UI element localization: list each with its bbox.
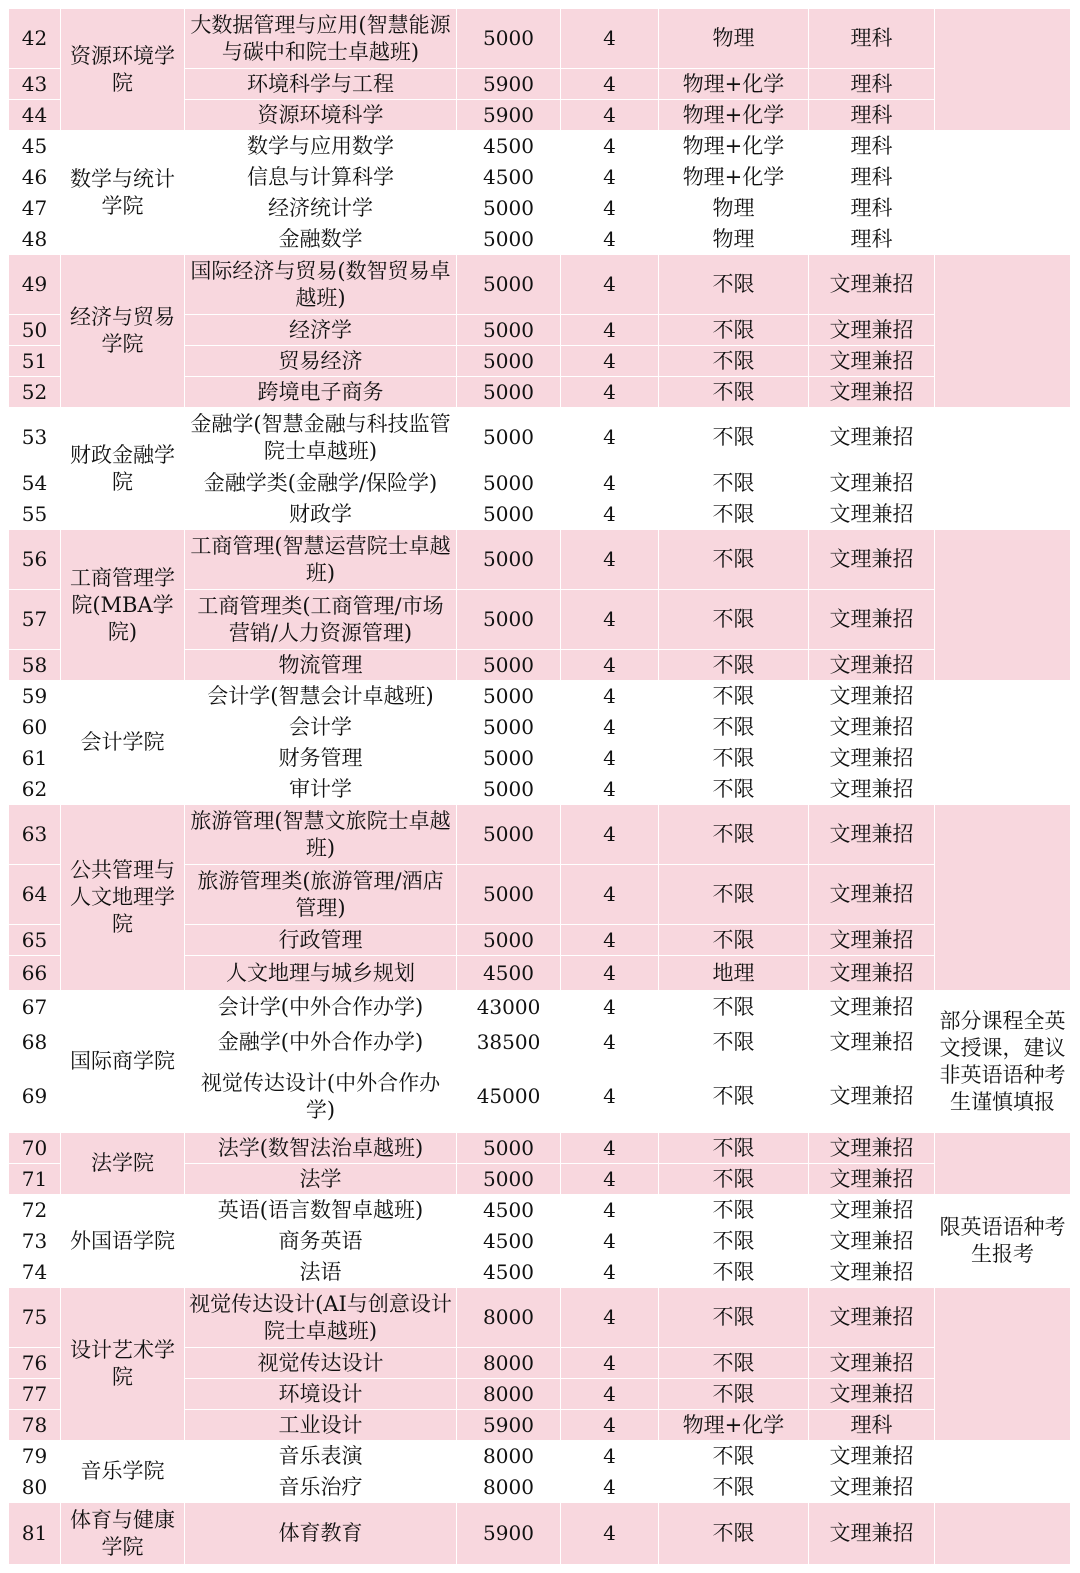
admission-category: 文理兼招 — [809, 805, 935, 865]
tuition-fee: 5900 — [457, 1410, 561, 1441]
row-number: 55 — [9, 499, 61, 530]
study-years: 4 — [561, 712, 659, 743]
major-name: 金融学(中外合作办学) — [185, 1024, 457, 1061]
remark — [935, 1288, 1071, 1441]
tuition-fee: 5000 — [457, 9, 561, 69]
admission-category: 文理兼招 — [809, 530, 935, 590]
college-name: 法学院 — [61, 1133, 185, 1195]
tuition-fee: 5000 — [457, 499, 561, 530]
row-number: 43 — [9, 69, 61, 100]
row-number: 75 — [9, 1288, 61, 1348]
row-number: 44 — [9, 100, 61, 131]
study-years: 4 — [561, 499, 659, 530]
study-years: 4 — [561, 377, 659, 408]
subject-requirement: 不限 — [659, 377, 809, 408]
subject-requirement: 不限 — [659, 408, 809, 468]
tuition-fee: 38500 — [457, 1024, 561, 1061]
subject-requirement: 不限 — [659, 1257, 809, 1288]
remark: 限英语语种考生报考 — [935, 1195, 1071, 1288]
subject-requirement: 不限 — [659, 468, 809, 499]
study-years: 4 — [561, 9, 659, 69]
study-years: 4 — [561, 255, 659, 315]
major-name: 法学(数智法治卓越班) — [185, 1133, 457, 1164]
row-number: 79 — [9, 1441, 61, 1472]
study-years: 4 — [561, 1379, 659, 1410]
admission-category: 文理兼招 — [809, 590, 935, 650]
row-number: 77 — [9, 1379, 61, 1410]
tuition-fee: 5000 — [457, 712, 561, 743]
study-years: 4 — [561, 1503, 659, 1565]
study-years: 4 — [561, 1472, 659, 1503]
study-years: 4 — [561, 1061, 659, 1133]
subject-requirement: 物理+化学 — [659, 131, 809, 162]
subject-requirement: 不限 — [659, 681, 809, 712]
major-name: 旅游管理类(旅游管理/酒店管理) — [185, 865, 457, 925]
subject-requirement: 不限 — [659, 1288, 809, 1348]
admission-category: 理科 — [809, 9, 935, 69]
admission-category: 文理兼招 — [809, 1164, 935, 1195]
study-years: 4 — [561, 224, 659, 255]
row-number: 74 — [9, 1257, 61, 1288]
admission-category: 文理兼招 — [809, 865, 935, 925]
study-years: 4 — [561, 131, 659, 162]
admission-category: 文理兼招 — [809, 712, 935, 743]
major-name: 体育教育 — [185, 1503, 457, 1565]
admission-category: 理科 — [809, 131, 935, 162]
tuition-fee: 4500 — [457, 956, 561, 991]
row-number: 56 — [9, 530, 61, 590]
table-row — [9, 408, 1071, 468]
tuition-fee: 5000 — [457, 1164, 561, 1195]
admission-category: 文理兼招 — [809, 1195, 935, 1226]
subject-requirement: 物理+化学 — [659, 100, 809, 131]
row-number: 61 — [9, 743, 61, 774]
college-name: 国际商学院 — [61, 991, 185, 1133]
remark: 部分课程全英文授课，建议非英语语种考生谨慎填报 — [935, 991, 1071, 1133]
major-name: 英语(语言数智卓越班) — [185, 1195, 457, 1226]
subject-requirement: 不限 — [659, 1348, 809, 1379]
major-name: 大数据管理与应用(智慧能源与碳中和院士卓越班) — [185, 9, 457, 69]
tuition-fee: 8000 — [457, 1441, 561, 1472]
table-row — [9, 530, 1071, 590]
study-years: 4 — [561, 650, 659, 681]
row-number: 52 — [9, 377, 61, 408]
major-name: 环境设计 — [185, 1379, 457, 1410]
table-row — [9, 1288, 1071, 1348]
row-number: 50 — [9, 315, 61, 346]
study-years: 4 — [561, 162, 659, 193]
tuition-fee: 4500 — [457, 1195, 561, 1226]
admission-category: 理科 — [809, 69, 935, 100]
row-number: 67 — [9, 991, 61, 1024]
admission-category: 理科 — [809, 162, 935, 193]
remark — [935, 681, 1071, 805]
admission-category: 理科 — [809, 193, 935, 224]
row-number: 59 — [9, 681, 61, 712]
major-name: 视觉传达设计(AI与创意设计院士卓越班) — [185, 1288, 457, 1348]
admission-category: 理科 — [809, 224, 935, 255]
table-row — [9, 991, 1071, 1024]
admission-category: 文理兼招 — [809, 956, 935, 991]
subject-requirement: 不限 — [659, 315, 809, 346]
tuition-fee: 5000 — [457, 224, 561, 255]
subject-requirement: 不限 — [659, 1195, 809, 1226]
row-number: 58 — [9, 650, 61, 681]
row-number: 65 — [9, 925, 61, 956]
study-years: 4 — [561, 956, 659, 991]
study-years: 4 — [561, 100, 659, 131]
row-number: 60 — [9, 712, 61, 743]
admission-category: 文理兼招 — [809, 650, 935, 681]
admission-category: 理科 — [809, 1410, 935, 1441]
major-name: 法语 — [185, 1257, 457, 1288]
major-name: 工商管理类(工商管理/市场营销/人力资源管理) — [185, 590, 457, 650]
major-name: 工业设计 — [185, 1410, 457, 1441]
college-name: 数学与统计学院 — [61, 131, 185, 255]
major-name: 视觉传达设计(中外合作办学) — [185, 1061, 457, 1133]
admission-category: 文理兼招 — [809, 1348, 935, 1379]
tuition-fee: 5000 — [457, 530, 561, 590]
study-years: 4 — [561, 774, 659, 805]
college-name: 会计学院 — [61, 681, 185, 805]
major-name: 贸易经济 — [185, 346, 457, 377]
tuition-fee: 5000 — [457, 193, 561, 224]
major-name: 金融学类(金融学/保险学) — [185, 468, 457, 499]
subject-requirement: 不限 — [659, 712, 809, 743]
college-name: 经济与贸易学院 — [61, 255, 185, 408]
admission-category: 文理兼招 — [809, 346, 935, 377]
row-number: 63 — [9, 805, 61, 865]
tuition-fee: 5000 — [457, 805, 561, 865]
tuition-fee: 4500 — [457, 1257, 561, 1288]
study-years: 4 — [561, 1348, 659, 1379]
subject-requirement: 不限 — [659, 499, 809, 530]
study-years: 4 — [561, 743, 659, 774]
college-name: 外国语学院 — [61, 1195, 185, 1288]
tuition-fee: 4500 — [457, 162, 561, 193]
admission-category: 文理兼招 — [809, 774, 935, 805]
study-years: 4 — [561, 991, 659, 1024]
major-table-body — [9, 9, 1071, 1565]
study-years: 4 — [561, 1257, 659, 1288]
study-years: 4 — [561, 468, 659, 499]
subject-requirement: 不限 — [659, 1441, 809, 1472]
row-number: 47 — [9, 193, 61, 224]
major-name: 跨境电子商务 — [185, 377, 457, 408]
table-row — [9, 1195, 1071, 1226]
study-years: 4 — [561, 865, 659, 925]
admission-category: 文理兼招 — [809, 1441, 935, 1472]
tuition-fee: 8000 — [457, 1379, 561, 1410]
study-years: 4 — [561, 530, 659, 590]
major-name: 视觉传达设计 — [185, 1348, 457, 1379]
subject-requirement: 物理 — [659, 224, 809, 255]
subject-requirement: 不限 — [659, 743, 809, 774]
admission-category: 文理兼招 — [809, 1226, 935, 1257]
subject-requirement: 不限 — [659, 1133, 809, 1164]
remark — [935, 1441, 1071, 1503]
tuition-fee: 5000 — [457, 468, 561, 499]
study-years: 4 — [561, 193, 659, 224]
tuition-fee: 5000 — [457, 1133, 561, 1164]
tuition-fee: 5000 — [457, 590, 561, 650]
subject-requirement: 不限 — [659, 1024, 809, 1061]
admission-category: 文理兼招 — [809, 1133, 935, 1164]
major-name: 信息与计算科学 — [185, 162, 457, 193]
tuition-fee: 5000 — [457, 650, 561, 681]
study-years: 4 — [561, 805, 659, 865]
subject-requirement: 不限 — [659, 774, 809, 805]
row-number: 46 — [9, 162, 61, 193]
major-name: 经济统计学 — [185, 193, 457, 224]
row-number: 51 — [9, 346, 61, 377]
tuition-fee: 5000 — [457, 377, 561, 408]
subject-requirement: 不限 — [659, 590, 809, 650]
admission-category: 文理兼招 — [809, 991, 935, 1024]
row-number: 76 — [9, 1348, 61, 1379]
college-name: 公共管理与人文地理学院 — [61, 805, 185, 991]
tuition-fee: 5900 — [457, 1503, 561, 1565]
subject-requirement: 不限 — [659, 1472, 809, 1503]
major-name: 旅游管理(智慧文旅院士卓越班) — [185, 805, 457, 865]
subject-requirement: 不限 — [659, 925, 809, 956]
tuition-fee: 45000 — [457, 1061, 561, 1133]
remark — [935, 255, 1071, 408]
study-years: 4 — [561, 346, 659, 377]
row-number: 49 — [9, 255, 61, 315]
remark — [935, 1133, 1071, 1195]
major-table — [8, 8, 1071, 1565]
row-number: 71 — [9, 1164, 61, 1195]
subject-requirement: 物理 — [659, 9, 809, 69]
table-row — [9, 1503, 1071, 1565]
major-name: 经济学 — [185, 315, 457, 346]
row-number: 78 — [9, 1410, 61, 1441]
row-number: 45 — [9, 131, 61, 162]
tuition-fee: 43000 — [457, 991, 561, 1024]
college-name: 资源环境学院 — [61, 9, 185, 131]
table-row — [9, 1441, 1071, 1472]
major-name: 行政管理 — [185, 925, 457, 956]
subject-requirement: 物理+化学 — [659, 162, 809, 193]
row-number: 48 — [9, 224, 61, 255]
row-number: 72 — [9, 1195, 61, 1226]
tuition-fee: 5000 — [457, 681, 561, 712]
subject-requirement: 物理+化学 — [659, 69, 809, 100]
tuition-fee: 4500 — [457, 1226, 561, 1257]
subject-requirement: 不限 — [659, 255, 809, 315]
major-name: 环境科学与工程 — [185, 69, 457, 100]
admission-category: 文理兼招 — [809, 1379, 935, 1410]
tuition-fee: 5900 — [457, 100, 561, 131]
tuition-fee: 5000 — [457, 865, 561, 925]
study-years: 4 — [561, 1226, 659, 1257]
row-number: 68 — [9, 1024, 61, 1061]
study-years: 4 — [561, 69, 659, 100]
college-name: 音乐学院 — [61, 1441, 185, 1503]
row-number: 73 — [9, 1226, 61, 1257]
tuition-fee: 5900 — [457, 69, 561, 100]
study-years: 4 — [561, 1024, 659, 1061]
remark — [935, 131, 1071, 255]
tuition-fee: 5000 — [457, 925, 561, 956]
admission-category: 文理兼招 — [809, 925, 935, 956]
major-name: 物流管理 — [185, 650, 457, 681]
admission-category: 文理兼招 — [809, 681, 935, 712]
major-name: 金融学(智慧金融与科技监管院士卓越班) — [185, 408, 457, 468]
admission-category: 文理兼招 — [809, 1061, 935, 1133]
major-name: 财政学 — [185, 499, 457, 530]
tuition-fee: 5000 — [457, 743, 561, 774]
row-number: 70 — [9, 1133, 61, 1164]
admission-category: 文理兼招 — [809, 499, 935, 530]
major-name: 金融数学 — [185, 224, 457, 255]
admission-category: 文理兼招 — [809, 408, 935, 468]
college-name: 工商管理学院(MBA学院) — [61, 530, 185, 681]
major-name: 音乐治疗 — [185, 1472, 457, 1503]
subject-requirement: 不限 — [659, 1061, 809, 1133]
subject-requirement: 不限 — [659, 1379, 809, 1410]
college-name: 财政金融学院 — [61, 408, 185, 530]
table-row — [9, 9, 1071, 69]
tuition-fee: 5000 — [457, 315, 561, 346]
subject-requirement: 物理+化学 — [659, 1410, 809, 1441]
subject-requirement: 物理 — [659, 193, 809, 224]
major-name: 人文地理与城乡规划 — [185, 956, 457, 991]
remark — [935, 805, 1071, 991]
major-name: 审计学 — [185, 774, 457, 805]
study-years: 4 — [561, 1441, 659, 1472]
subject-requirement: 不限 — [659, 346, 809, 377]
major-name: 法学 — [185, 1164, 457, 1195]
study-years: 4 — [561, 1164, 659, 1195]
admission-category: 理科 — [809, 100, 935, 131]
admission-category: 文理兼招 — [809, 377, 935, 408]
table-row — [9, 805, 1071, 865]
admission-category: 文理兼招 — [809, 255, 935, 315]
study-years: 4 — [561, 408, 659, 468]
row-number: 69 — [9, 1061, 61, 1133]
admission-category: 文理兼招 — [809, 1024, 935, 1061]
admission-category: 文理兼招 — [809, 1288, 935, 1348]
major-name: 会计学(智慧会计卓越班) — [185, 681, 457, 712]
major-name: 商务英语 — [185, 1226, 457, 1257]
major-name: 工商管理(智慧运营院士卓越班) — [185, 530, 457, 590]
remark — [935, 530, 1071, 681]
remark — [935, 408, 1071, 530]
major-name: 会计学 — [185, 712, 457, 743]
tuition-fee: 5000 — [457, 408, 561, 468]
tuition-fee: 8000 — [457, 1288, 561, 1348]
table-row — [9, 131, 1071, 162]
row-number: 42 — [9, 9, 61, 69]
remark — [935, 9, 1071, 131]
subject-requirement: 不限 — [659, 1503, 809, 1565]
subject-requirement: 不限 — [659, 865, 809, 925]
table-row — [9, 681, 1071, 712]
row-number: 81 — [9, 1503, 61, 1565]
major-name: 会计学(中外合作办学) — [185, 991, 457, 1024]
admission-category: 文理兼招 — [809, 1257, 935, 1288]
college-name: 体育与健康学院 — [61, 1503, 185, 1565]
table-row — [9, 1133, 1071, 1164]
tuition-fee: 5000 — [457, 346, 561, 377]
major-name: 数学与应用数学 — [185, 131, 457, 162]
tuition-fee: 8000 — [457, 1472, 561, 1503]
tuition-fee: 8000 — [457, 1348, 561, 1379]
major-table-container — [8, 8, 1070, 1565]
admission-category: 文理兼招 — [809, 468, 935, 499]
tuition-fee: 4500 — [457, 131, 561, 162]
remark — [935, 1503, 1071, 1565]
row-number: 66 — [9, 956, 61, 991]
study-years: 4 — [561, 1195, 659, 1226]
admission-category: 文理兼招 — [809, 1472, 935, 1503]
row-number: 80 — [9, 1472, 61, 1503]
row-number: 62 — [9, 774, 61, 805]
subject-requirement: 不限 — [659, 1164, 809, 1195]
study-years: 4 — [561, 1410, 659, 1441]
major-name: 国际经济与贸易(数智贸易卓越班) — [185, 255, 457, 315]
study-years: 4 — [561, 925, 659, 956]
study-years: 4 — [561, 315, 659, 346]
college-name: 设计艺术学院 — [61, 1288, 185, 1441]
table-row — [9, 255, 1071, 315]
admission-category: 文理兼招 — [809, 315, 935, 346]
admission-category: 文理兼招 — [809, 743, 935, 774]
tuition-fee: 5000 — [457, 255, 561, 315]
subject-requirement: 不限 — [659, 991, 809, 1024]
row-number: 64 — [9, 865, 61, 925]
major-name: 音乐表演 — [185, 1441, 457, 1472]
subject-requirement: 不限 — [659, 650, 809, 681]
subject-requirement: 地理 — [659, 956, 809, 991]
admission-category: 文理兼招 — [809, 1503, 935, 1565]
row-number: 53 — [9, 408, 61, 468]
row-number: 57 — [9, 590, 61, 650]
subject-requirement: 不限 — [659, 530, 809, 590]
study-years: 4 — [561, 590, 659, 650]
row-number: 54 — [9, 468, 61, 499]
subject-requirement: 不限 — [659, 805, 809, 865]
tuition-fee: 5000 — [457, 774, 561, 805]
major-name: 资源环境科学 — [185, 100, 457, 131]
study-years: 4 — [561, 1288, 659, 1348]
subject-requirement: 不限 — [659, 1226, 809, 1257]
study-years: 4 — [561, 1133, 659, 1164]
major-name: 财务管理 — [185, 743, 457, 774]
study-years: 4 — [561, 681, 659, 712]
